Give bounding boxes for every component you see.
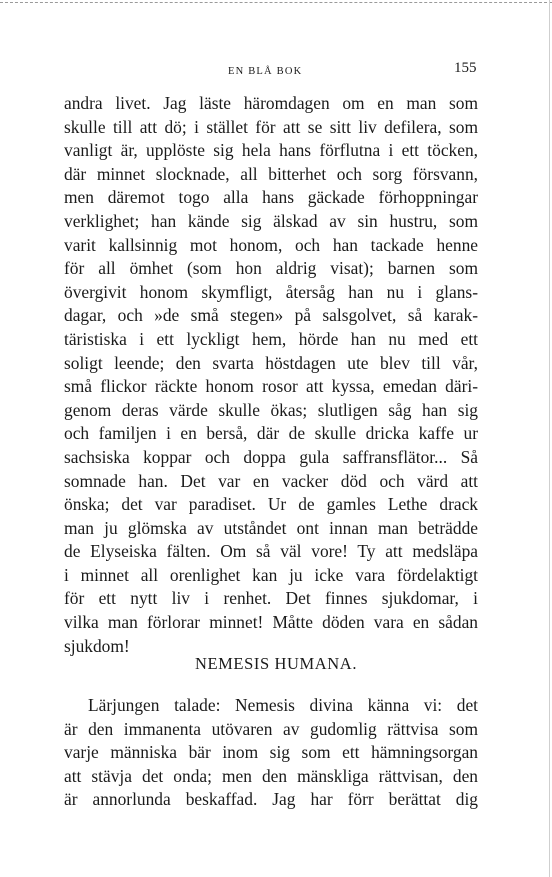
- text-line: täristiska i ett lyckligt hem, hörde han nu med ett: [64, 328, 478, 349]
- text-line: där minnet slocknade, all bitterhet och sorg försvann,: [64, 163, 478, 184]
- page-number: 155: [454, 60, 477, 76]
- text-line: är annorlunda beskaffad. Jag har förr berättat dig: [64, 789, 478, 810]
- text-line: genom deras värde skulle ökas; slutligen såg han sig: [64, 399, 478, 420]
- text-line: sachsiska koppar och doppa gula saffransflätor... Så: [64, 446, 478, 467]
- text-line: varit kallsinnig mot honom, och han tackade henne: [64, 234, 478, 255]
- text-line: skulle till att dö; i stället för att se sitt liv defilera, som: [64, 116, 478, 137]
- text-line: för all ömhet (som hon aldrig visat); barnen som: [64, 258, 478, 279]
- running-head: EN BLÅ BOK: [228, 66, 303, 77]
- text-line: övergivit honom skymfligt, återsåg han nu i glans-: [64, 281, 478, 302]
- text-line: vanligt är, upplöste sig hela hans förflutna i ett töcken,: [64, 140, 478, 161]
- text-line: de Elyseiska fälten. Om så väl vore! Ty att medsläpa: [64, 541, 478, 562]
- text-line: små flickor räckte honom rosor att kyssa, emedan däri-: [64, 376, 478, 397]
- body-paragraph-1: [64, 92, 478, 658]
- text-line: för ett nytt liv i renhet. Det finnes sjukdomar, i: [64, 588, 478, 609]
- section-heading: NEMESIS HUMANA.: [194, 654, 358, 673]
- text-line: andra livet. Jag läste häromdagen om en man som: [64, 93, 478, 113]
- page-top-edge: [0, 2, 552, 3]
- body-paragraph-2: [64, 694, 478, 812]
- text-line: man ju glömska av utståndet ont innan man beträdde: [64, 517, 478, 538]
- text-line: i minnet all orenlighet kan ju icke vara fördelaktigt: [64, 564, 478, 585]
- text-line: önska; det var paradiset. Ur de gamles Lethe drack: [64, 494, 478, 515]
- text-line: soligt leende; den svarta höstdagen ute blev till vår,: [64, 352, 478, 373]
- text-line: dagar, och »de små stegen» på salsgolvet, så karak-: [64, 305, 478, 326]
- text-line: somnade han. Det var en vacker död och värd att: [64, 470, 478, 491]
- text-line: sjukdom!: [64, 635, 130, 656]
- text-line: varje människa bär inom sig som ett hämningsorgan: [64, 742, 478, 763]
- text-line: vilka man förlorar minnet! Måtte döden vara en sådan: [64, 612, 478, 633]
- text-line: är den immanenta utövaren av gudomlig rättvisa som: [64, 718, 478, 739]
- text-line: att stävja det onda; men den mänskliga rättvisan, den: [64, 765, 478, 786]
- page-right-edge: [549, 0, 550, 877]
- text-line: men däremot togo alla hans gäckade förhoppningar: [64, 187, 478, 208]
- text-line: verklighet; han kände sig älskad av sin hustru, som: [64, 210, 478, 231]
- text-line: Lärjungen talade: Nemesis divina känna vi: det: [88, 695, 478, 715]
- text-line: och familjen i en berså, där de skulle dricka kaffe ur: [64, 423, 478, 444]
